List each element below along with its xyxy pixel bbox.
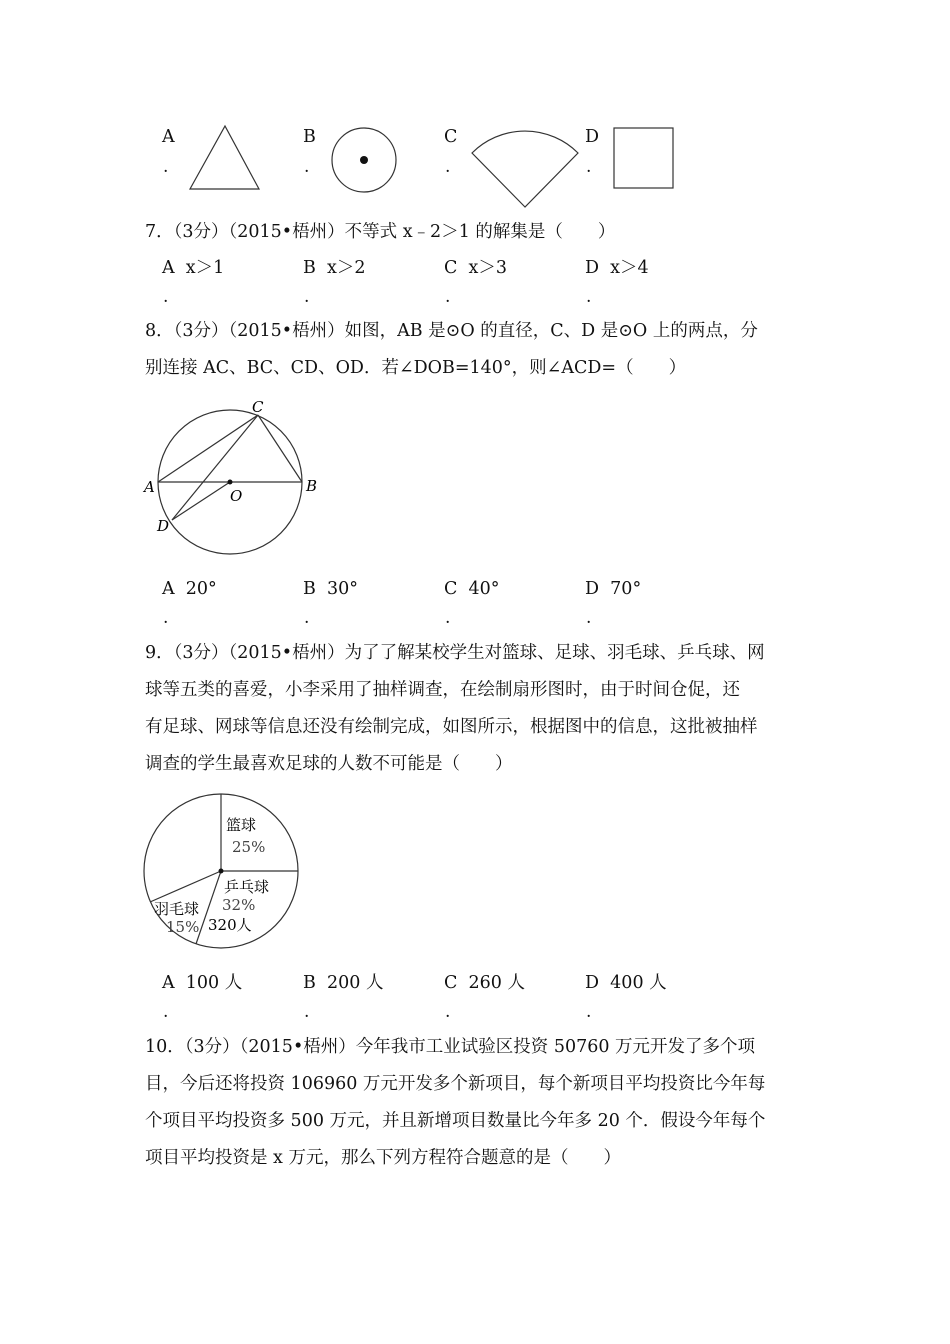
triangle-shape <box>186 122 264 194</box>
q9-option-b: B 200 人 <box>303 973 384 993</box>
label-c: C <box>252 398 264 416</box>
q7-option-b: B x＞2 <box>303 258 366 278</box>
q9-stem-line4: 调查的学生最喜欢足球的人数不可能是（ ） <box>145 754 513 774</box>
q9-option-c: C 260 人 <box>444 973 525 993</box>
q8-stem-line2: 别连接 AC、BC、CD、OD．若∠DOB=140°，则∠ACD=（ ） <box>145 358 687 378</box>
label-b: B <box>306 477 318 495</box>
q8-option-b: B 30° <box>303 579 359 599</box>
label-o: O <box>230 487 243 505</box>
q8-option-c: C 40° <box>444 579 500 599</box>
q8-option-d: D 70° <box>585 579 642 599</box>
q7-option-d: D x＞4 <box>585 258 649 278</box>
q10-stem-line2: 目，今后还将投资 106960 万元开发多个新项目，每个新项目平均投资比今年每 <box>145 1074 766 1094</box>
q8-circle-figure <box>138 395 328 560</box>
label-d: D <box>157 517 170 535</box>
q8-stem-line1: 8．（3分）（2015•梧州）如图，AB 是⊙O 的直径，C、D 是⊙O 上的两点，分 <box>145 321 758 341</box>
pie-pingpong-count: 320人 <box>208 916 252 934</box>
q9-pie-figure <box>140 790 305 955</box>
q9-stem-line1: 9．（3分）（2015•梧州）为了了解某校学生对篮球、足球、羽毛球、乒乓球、网 <box>145 643 765 663</box>
pie-badminton-label: 羽毛球 <box>154 900 200 918</box>
q7-stem: 7．（3分）（2015•梧州）不等式 x﹣2＞1 的解集是（ ） <box>145 222 616 242</box>
q6-option-c-letter: C <box>444 127 458 147</box>
square-shape <box>610 124 678 192</box>
q8-option-a: A 20° <box>162 579 217 599</box>
q10-stem-line1: 10．（3分）（2015•梧州）今年我市工业试验区投资 50760 万元开发了多个项 <box>145 1037 756 1057</box>
pie-badminton-pct: 15% <box>166 918 200 936</box>
q7-option-a: A x＞1 <box>162 258 225 278</box>
q9-stem-line3: 有足球、网球等信息还没有绘制完成，如图所示，根据图中的信息，这批被抽样 <box>145 717 758 737</box>
q9-option-a: A 100 人 <box>162 973 243 993</box>
pie-basketball-pct: 25% <box>232 838 266 856</box>
circle-with-center-dot-shape <box>328 124 400 196</box>
q7-option-c: C x＞3 <box>444 258 508 278</box>
q9-option-d: D 400 人 <box>585 973 667 993</box>
pie-pingpong-label: 乒乓球 <box>224 878 270 896</box>
label-a: A <box>144 478 155 496</box>
q6-option-d-letter: D <box>585 127 600 147</box>
pie-basketball-label: 篮球 <box>226 816 257 834</box>
sector-shape <box>468 120 582 212</box>
q10-stem-line3: 个项目平均投资多 500 万元，并且新增项目数量比今年多 20 个．假设今年每个 <box>145 1111 766 1131</box>
q9-stem-line2: 球等五类的喜爱，小李采用了抽样调查，在绘制扇形图时，由于时间仓促，还 <box>145 680 740 700</box>
q10-stem-line4: 项目平均投资是 x 万元，那么下列方程符合题意的是（ ） <box>145 1148 621 1168</box>
q6-option-a-letter: A <box>162 127 175 147</box>
pie-pingpong-pct: 32% <box>222 896 256 914</box>
q6-option-b-letter: B <box>303 127 316 147</box>
